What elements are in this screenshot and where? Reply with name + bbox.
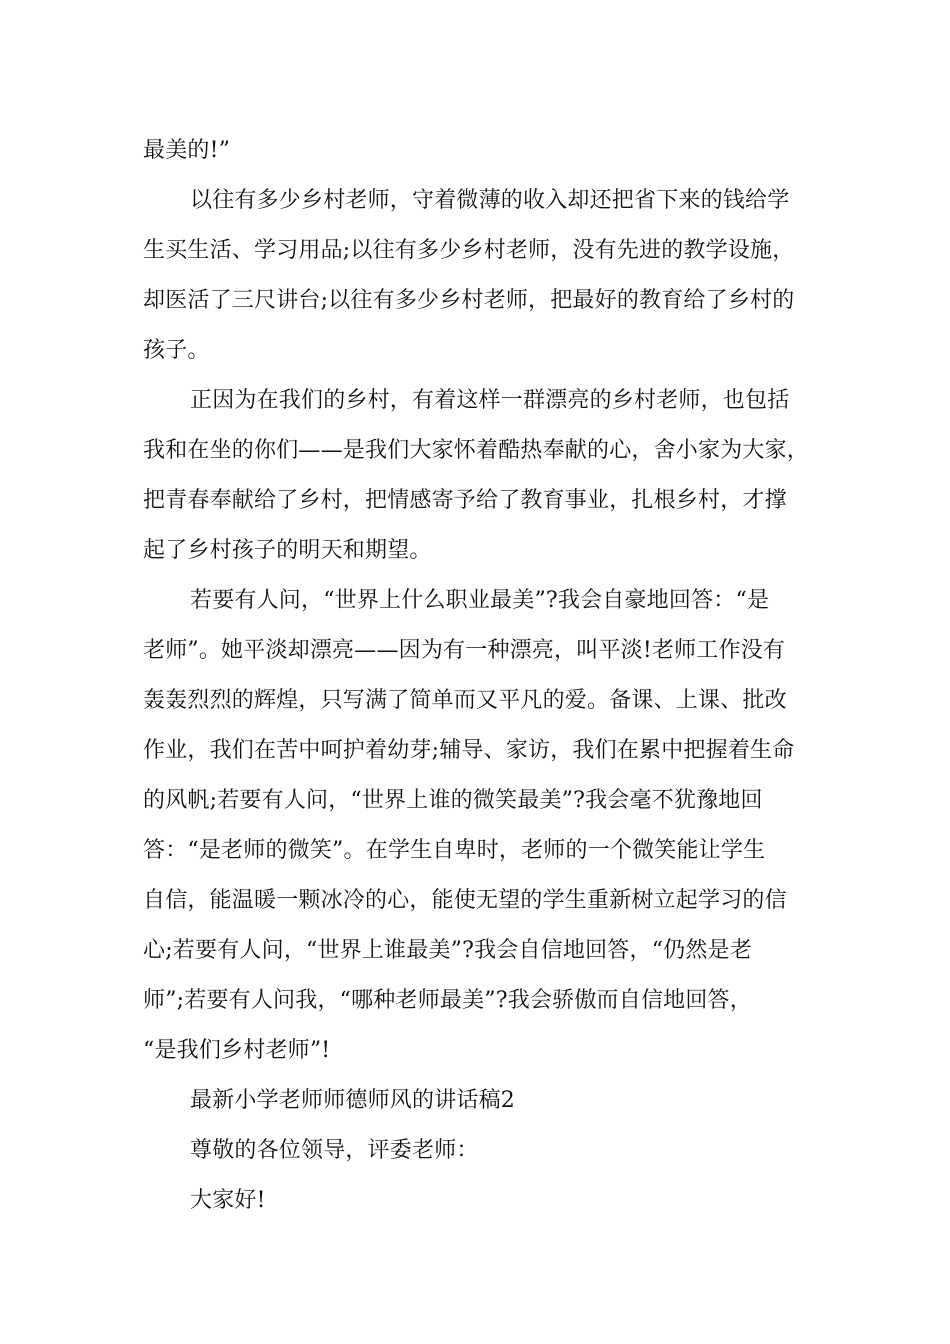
greeting: 大家好!: [190, 1188, 266, 1213]
paragraph-line: 轰轰烈烈的辉煌，只写满了简单而又平凡的爱。备课、上课、批改: [143, 688, 787, 713]
paragraph-line: 自信，能温暖一颗冰冷的心，能使无望的学生重新树立起学习的信: [143, 888, 787, 913]
paragraph-line: 最美的!”: [143, 138, 231, 163]
paragraph-line: 老师”。她平淡却漂亮——因为有一种漂亮，叫平淡!老师工作没有: [143, 638, 786, 663]
paragraph-line: 作业，我们在苦中呵护着幼芽;辅导、家访，我们在累中把握着生命: [143, 738, 795, 763]
paragraph-line: 正因为在我们的乡村，有着这样一群漂亮的乡村老师，也包括: [190, 388, 790, 413]
paragraph-line: 孩子。: [143, 338, 210, 363]
paragraph-line: 以往有多少乡村老师，守着微薄的收入却还把省下来的钱给学: [190, 188, 790, 213]
paragraph-line: 答：“是老师的微笑”。在学生自卑时，老师的一个微笑能让学生: [143, 838, 766, 863]
paragraph-line: 却医活了三尺讲台;以往有多少乡村老师，把最好的教育给了乡村的: [143, 288, 795, 313]
paragraph-line: 我和在坐的你们——是我们大家怀着酷热奉献的心，舍小家为大家，: [143, 438, 810, 463]
paragraph-line: “是我们乡村老师”!: [143, 1038, 331, 1063]
paragraph-line: 生买生活、学习用品;以往有多少乡村老师，没有先进的教学设施，: [143, 238, 795, 263]
paragraph-line: 的风帆;若要有人问，“世界上谁的微笑最美”?我会毫不犹豫地回: [143, 788, 763, 813]
salutation: 尊敬的各位领导，评委老师：: [190, 1138, 479, 1163]
paragraph-line: 若要有人问，“世界上什么职业最美”?我会自豪地回答：“是: [190, 588, 770, 613]
paragraph-line: 师”;若要有人问我，“哪种老师最美”?我会骄傲而自信地回答，: [143, 988, 752, 1013]
paragraph-line: 起了乡村孩子的明天和期望。: [143, 538, 432, 563]
paragraph-line: 把青春奉献给了乡村，把情感寄予给了教育事业，扎根乡村，才撑: [143, 488, 787, 513]
section-heading: 最新小学老师师德师风的讲话稿2: [190, 1088, 515, 1113]
document-body: [143, 126, 811, 1226]
paragraph-line: 心;若要有人问，“世界上谁最美”?我会自信地回答，“仍然是老: [143, 938, 752, 963]
